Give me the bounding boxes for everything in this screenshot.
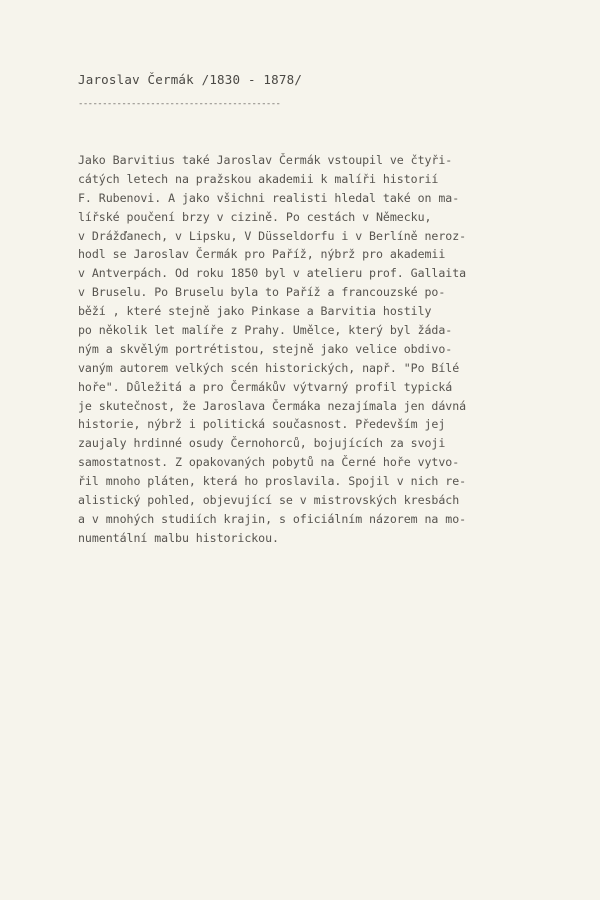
text-line: numentální malbu historickou. [78,530,279,545]
text-line: ným a skvělým portrétistou, stejně jako velice obdivo- [78,341,453,356]
text-line: cátých letech na pražskou akademii k malíři historií [78,171,439,186]
text-line: v Antverpách. Od roku 1850 byl v atelieru prof. Gallaita [78,266,467,281]
text-line: hoře". Důležitá a pro Čermákův výtvarný profil typická [78,379,453,394]
text-line: a v mnohých studiích krajin, s oficiálním názorem na mo- [78,511,467,526]
text-line: samostatnost. Z opakovaných pobytů na Černé hoře vytvo- [78,455,460,470]
text-line: historie, nýbrž i politická současnost. Především jej [78,417,446,432]
text-line: alistický pohled, objevující se v mistrovských kresbách [78,493,460,508]
text-line: vaným autorem velkých scén historických, např. "Po Bílé [78,360,460,375]
document-heading: Jaroslav Čermák /1830 - 1878/ [78,72,303,87]
text-line: lířské poučení brzy v cizině. Po cestách v Německu, [78,209,432,224]
text-line: v Bruselu. Po Bruselu byla to Paříž a francouzské po- [78,285,446,300]
text-line: hodl se Jaroslav Čermák pro Paříž, nýbrž pro akademii [78,247,446,262]
heading-underline: ------------------------------------------ [78,99,281,109]
text-line: zaujaly hrdinné osudy Černohorců, bojujících za svoji [78,436,446,451]
text-line: v Drážďanech, v Lipsku, V Düsseldorfu i v Berlíně neroz- [78,228,467,243]
text-line: řil mnoho pláten, která ho proslavila. Spojil v nich re- [78,474,467,489]
text-line: je skutečnost, že Jaroslava Čermáka nezajímala jen dávná [78,398,467,413]
text-line: po několik let malíře z Prahy. Umělce, který byl žáda- [78,323,453,338]
text-line: F. Rubenovi. A jako všichni realisti hledal také on ma- [78,190,460,205]
body-paragraph [78,151,466,548]
text-line: Jako Barvitius také Jaroslav Čermák vstoupil ve čtyři- [78,153,453,167]
text-line: běží , které stejně jako Pinkase a Barvitia hostily [78,304,432,319]
